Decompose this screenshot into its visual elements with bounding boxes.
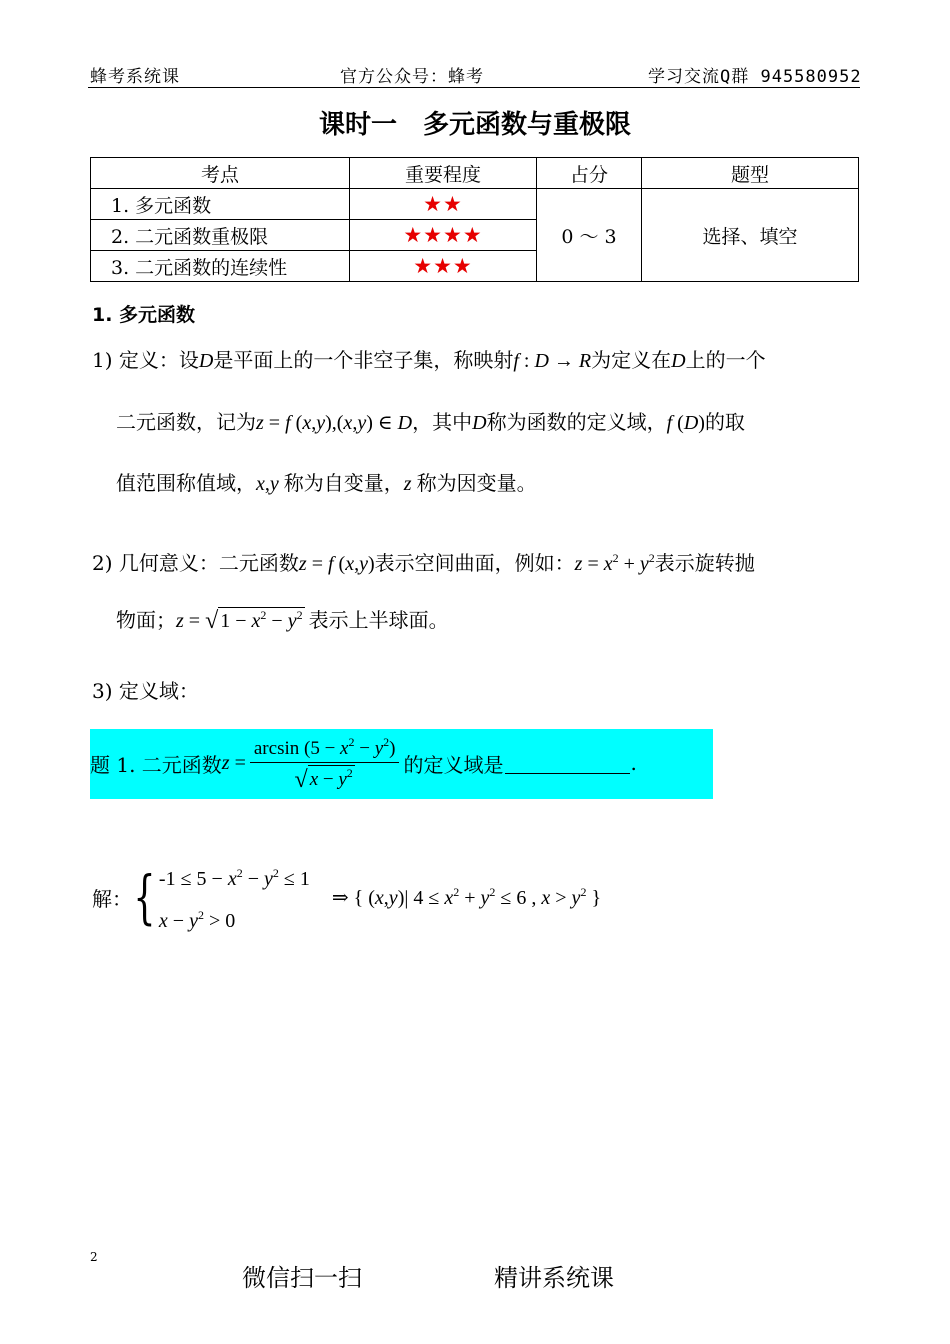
radicand [218, 607, 304, 633]
math: z [298, 553, 307, 575]
question-text [90, 735, 637, 792]
text: 物面； [116, 608, 176, 632]
math: y [264, 868, 273, 890]
math: z [176, 610, 184, 632]
brace: { [133, 863, 156, 931]
text: 称为自变量， [283, 471, 404, 495]
math: y [374, 738, 384, 759]
question-box [90, 729, 713, 799]
fraction-numerator [250, 735, 400, 763]
answer-blank[interactable] [505, 753, 630, 774]
math: , [354, 553, 360, 575]
question-prefix: 题 1. 二元函数 [90, 752, 222, 777]
radicand [308, 765, 355, 792]
math: 2 [197, 908, 204, 922]
stars-cell: ★★★ [350, 251, 537, 282]
math: ( [672, 412, 684, 434]
math: ),( [325, 412, 344, 434]
math: y [359, 553, 368, 575]
math: x [251, 610, 261, 632]
stars-cell: ★★ [350, 189, 537, 220]
math: z [221, 751, 230, 774]
math: ) [367, 553, 375, 575]
text: 表示旋转抛 [654, 551, 755, 575]
math: 2 [272, 866, 279, 880]
math: x [340, 738, 349, 759]
text: 1) 定义：设 [92, 348, 199, 372]
definition-line-1 [92, 344, 766, 373]
math: y [357, 412, 367, 434]
inequality-1 [159, 855, 310, 897]
header-center: 官方公众号：蜂考 [340, 67, 484, 87]
math: + [459, 886, 481, 909]
math: , [352, 412, 358, 434]
text: 二元函数，记为 [116, 410, 256, 434]
result-set [332, 885, 601, 910]
math: ( [290, 412, 303, 434]
math: − [266, 610, 288, 632]
radical-sign: √ [205, 608, 219, 634]
math: x [256, 473, 265, 495]
text: 称为因变量。 [416, 471, 537, 495]
math: ⇒ { ( [331, 886, 375, 909]
geometry-line-2 [116, 604, 449, 633]
math: f [513, 350, 519, 372]
score-cell: 0 ～ 3 [537, 189, 642, 282]
solution-label: 解： [92, 886, 132, 911]
math: z [403, 473, 412, 495]
text: 2) 几何意义：二元函数 [92, 551, 299, 575]
math: ) [698, 412, 705, 434]
math: > [550, 886, 572, 909]
col-score: 占分 [537, 158, 642, 189]
math: , [264, 473, 270, 495]
text: 上的一个 [685, 348, 766, 372]
math: D [683, 412, 699, 434]
text: 表示空间曲面，例如： [374, 551, 575, 575]
topic-cell: 1. 多元函数 [91, 189, 350, 220]
math: f [666, 412, 673, 434]
math: f [327, 553, 334, 575]
math: arcsin (5 − [253, 738, 341, 759]
math: } [586, 886, 602, 909]
math: = [183, 610, 206, 632]
text: 的取 [704, 410, 745, 434]
math: 2 [296, 608, 303, 622]
text: ，其中 [412, 410, 473, 434]
question-end: . [630, 751, 637, 776]
math: x [158, 910, 168, 932]
domain-heading: 3) 定义域： [92, 679, 199, 703]
math: R [578, 350, 592, 372]
footer-right: 精讲系统课 [494, 1264, 614, 1292]
math: y [287, 610, 297, 632]
math: ≤ 6 , [495, 886, 542, 909]
solution [92, 855, 601, 939]
fraction [250, 735, 400, 792]
math: = [263, 412, 286, 434]
math: , [383, 886, 389, 909]
math: x [309, 769, 319, 790]
sqrt-expression [295, 765, 355, 792]
math: − [242, 868, 264, 890]
header-right: 学习交流Q群 945580952 [648, 67, 862, 87]
math: x [603, 553, 613, 575]
math: D [534, 350, 549, 372]
math: = [306, 553, 328, 575]
inequality-2 [159, 897, 310, 939]
math: ( [333, 553, 346, 575]
math: x [302, 412, 312, 434]
math: = [582, 553, 604, 575]
math: 2 [612, 551, 619, 565]
math: 2 [489, 884, 496, 899]
math: D [472, 412, 487, 434]
text: 是平面上的一个非空子集，称映射 [213, 348, 514, 372]
math: + [618, 553, 640, 575]
math: y [338, 769, 347, 790]
math: 2 [580, 884, 587, 899]
math: > 0 [203, 910, 236, 932]
col-importance: 重要程度 [350, 158, 537, 189]
math: D [198, 350, 214, 372]
fraction-denominator [295, 763, 355, 792]
geometry-line-1 [92, 547, 755, 576]
math: 2 [346, 766, 353, 780]
math: y [388, 886, 398, 909]
math: D [397, 412, 413, 434]
math: 2 [236, 866, 243, 880]
math: z [574, 553, 583, 575]
math: y [571, 886, 581, 909]
math: 2 [260, 608, 267, 622]
footer-left: 微信扫一扫 [242, 1264, 362, 1292]
math: , [311, 412, 317, 434]
math: )| 4 ≤ [397, 886, 445, 909]
math: : [518, 350, 535, 372]
math: → [548, 350, 579, 372]
math: − [354, 738, 375, 759]
math: − [318, 769, 339, 790]
table-header-row [91, 158, 859, 189]
math: 2 [348, 735, 355, 749]
math: y [189, 910, 198, 932]
topic-table [90, 157, 859, 282]
text: 表示上半球面。 [308, 608, 449, 632]
math: = [229, 751, 246, 774]
math: x [345, 553, 355, 575]
math: 1 − [220, 610, 252, 632]
math: y [316, 412, 326, 434]
page-number: 2 [90, 1250, 98, 1264]
math: ) ∈ [366, 412, 398, 434]
math: f [285, 412, 291, 434]
text: 称为函数的定义域， [486, 410, 667, 434]
math: y [269, 473, 279, 495]
math: D [671, 350, 686, 372]
sqrt-expression [205, 607, 305, 633]
col-topic: 考点 [91, 158, 350, 189]
radical-sign: √ [294, 766, 308, 793]
math: -1 ≤ 5 − [158, 868, 228, 890]
topic-cell: 3. 二元函数的连续性 [91, 251, 350, 282]
math: z [256, 412, 264, 434]
question-suffix: 的定义域是 [403, 752, 504, 777]
topic-cell: 2. 二元函数重极限 [91, 220, 350, 251]
math: y [480, 886, 490, 909]
math: x [541, 886, 551, 909]
definition-line-2 [116, 406, 745, 435]
math: x [444, 886, 454, 909]
math: x [227, 868, 237, 890]
math: y [639, 553, 649, 575]
math: 2 [648, 551, 655, 565]
math: ≤ 1 [278, 868, 310, 890]
col-type: 题型 [642, 158, 859, 189]
inequality-system [159, 855, 310, 939]
math: 2 [383, 735, 390, 749]
definition-line-3 [116, 467, 537, 496]
text: 为定义在 [591, 348, 672, 372]
type-cell: 选择、填空 [642, 189, 859, 282]
math: − [167, 910, 190, 932]
text: 值范围称值域， [116, 471, 256, 495]
page-title: 课时一 多元函数与重极限 [318, 110, 631, 140]
header-left: 蜂考系统课 [90, 67, 180, 87]
math: x [374, 886, 384, 909]
stars-cell: ★★★★ [350, 220, 537, 251]
math: 2 [453, 884, 460, 899]
header-rule [88, 87, 860, 88]
math: x [343, 412, 353, 434]
table-row [91, 189, 859, 220]
math: ) [389, 738, 396, 759]
section-heading: 1. 多元函数 [92, 304, 196, 326]
